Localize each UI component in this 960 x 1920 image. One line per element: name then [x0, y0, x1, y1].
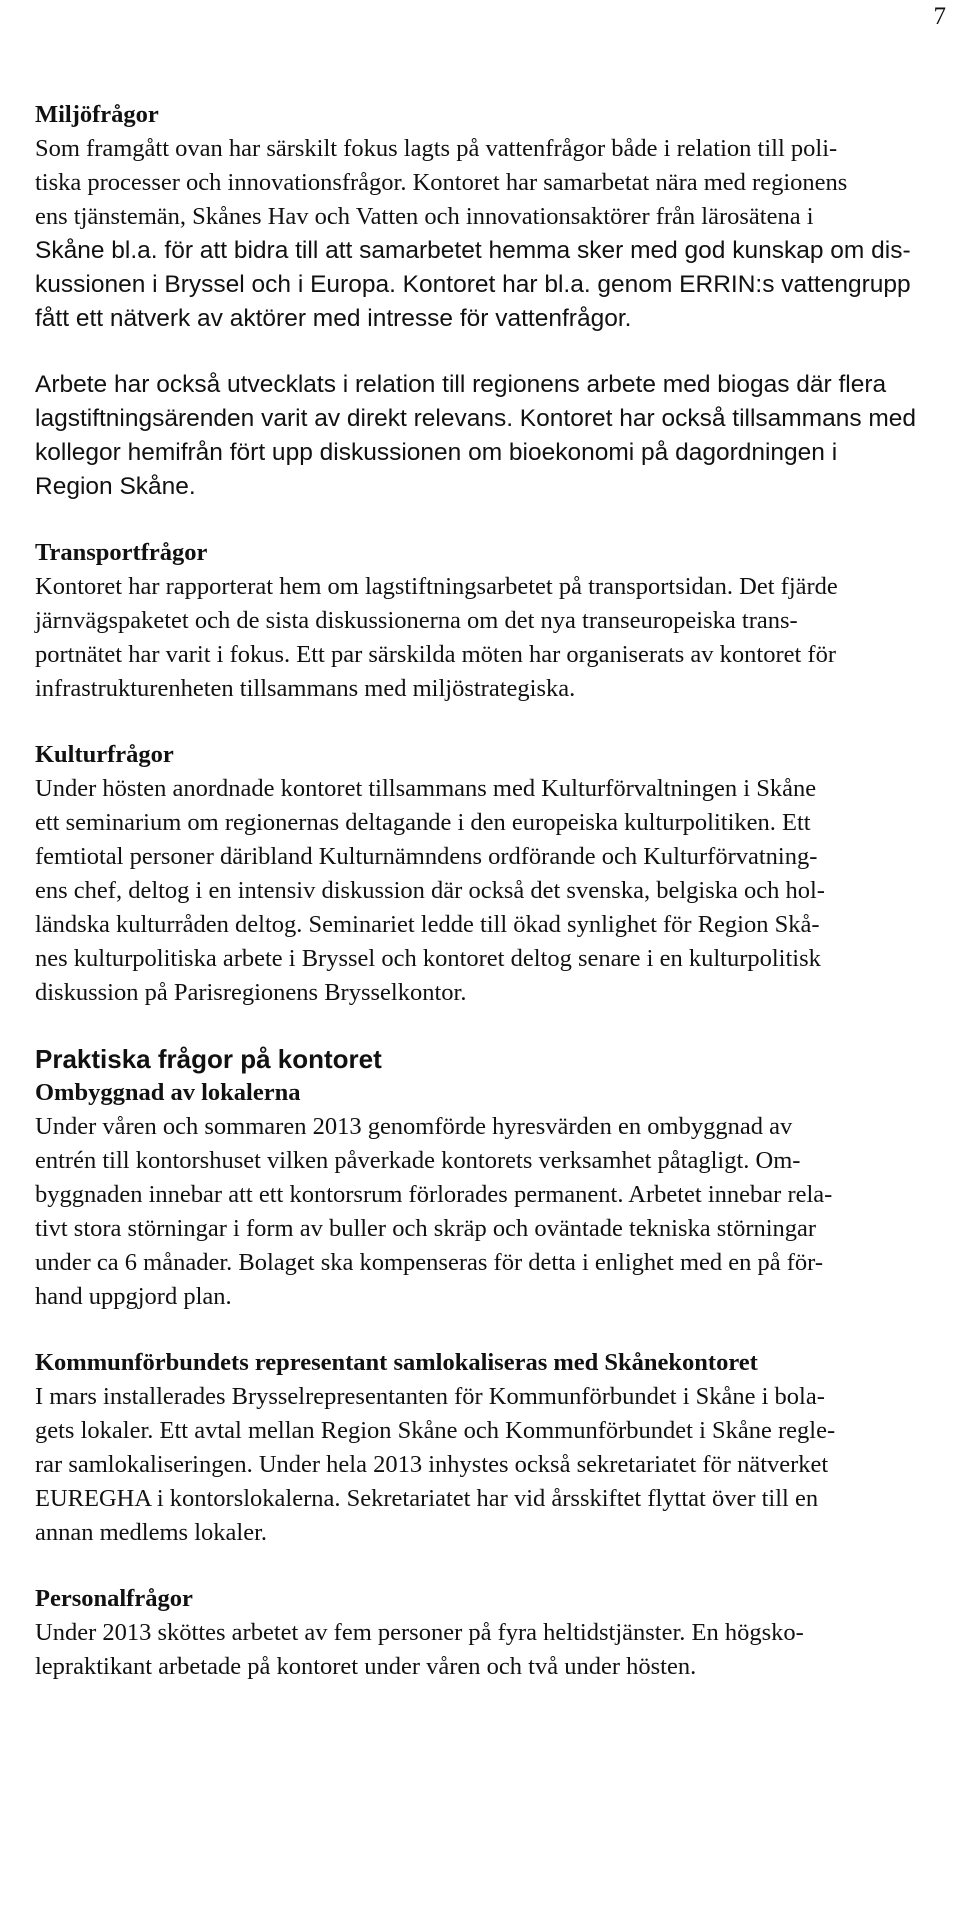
text-line: byggnaden innebar att ett kontorsrum förlorades permanent. Arbetet innebar rela- [35, 1181, 833, 1208]
document-body [35, 98, 940, 1684]
section-kommunforbundet [35, 1346, 940, 1550]
text-line: ett seminarium om regionernas deltagande i den europeiska kulturpolitiken. Ett [35, 809, 811, 836]
text-line: ländska kulturråden deltog. Seminariet ledde till ökad synlighet för Region Skå- [35, 911, 820, 938]
section-kulturfragor [35, 738, 940, 1010]
paragraph-gap [35, 336, 940, 368]
text-line: nes kulturpolitiska arbete i Bryssel och kontoret deltog senare i en kulturpolitisk [35, 945, 821, 972]
text-line: Arbete har också utvecklats i relation till regionens arbete med biogas där flera [35, 371, 887, 398]
text-line: entrén till kontorshuset vilken påverkade kontorets verksamhet påtagligt. Om- [35, 1147, 801, 1174]
section-miljofragor [35, 98, 940, 504]
text-line: femtiotal personer däribland Kulturnämndens ordförande och Kulturförvatning- [35, 843, 818, 870]
text-line: diskussion på Parisregionens Brysselkontor. [35, 979, 467, 1006]
text-line: under ca 6 månader. Bolaget ska kompenseras för detta i enlighet med en på för- [35, 1249, 823, 1276]
text-line: järnvägspaketet och de sista diskussionerna om det nya transeuropeiska trans- [35, 607, 798, 634]
section-transportfragor [35, 536, 940, 706]
text-line: I mars installerades Brysselrepresentanten för Kommunförbundet i Skåne i bola- [35, 1383, 825, 1410]
text-line: Region Skåne. [35, 473, 196, 500]
text-line: annan medlems lokaler. [35, 1519, 267, 1546]
text-line: portnätet har varit i fokus. Ett par särskilda möten har organiserats av kontoret för [35, 641, 836, 668]
text-line: Kontoret har rapporterat hem om lagstiftningsarbetet på transportsidan. Det fjärde [35, 573, 838, 600]
text-line: ens chef, deltog i en intensiv diskussion där också det svenska, belgiska och hol- [35, 877, 825, 904]
text-line: kollegor hemifrån fört upp diskussionen om bioekonomi på dagordningen i [35, 439, 838, 466]
paragraph-miljo-1 [35, 132, 940, 336]
section-gap [35, 504, 940, 536]
section-gap [35, 706, 940, 738]
text-line: Under hösten anordnade kontoret tillsammans med Kulturförvaltningen i Skåne [35, 775, 817, 802]
text-line: lagstiftningsärenden varit av direkt relevans. Kontoret har också tillsammans med [35, 405, 917, 432]
sub-heading-ombyggnad: Ombyggnad av lokalerna [35, 1079, 301, 1106]
text-line: lepraktikant arbetade på kontoret under våren och två under hösten. [35, 1653, 697, 1680]
page-number: 7 [933, 3, 946, 30]
paragraph-miljo-2 [35, 368, 940, 504]
text-line: gets lokaler. Ett avtal mellan Region Skåne och Kommunförbundet i Skåne regle- [35, 1417, 836, 1444]
section-heading-miljofragor: Miljöfrågor [35, 101, 159, 128]
text-line: ens tjänstemän, Skånes Hav och Vatten och innovationsaktörer från lärosätena i [35, 203, 814, 230]
major-heading-praktiska-fragor: Praktiska frågor på kontoret [35, 1044, 382, 1074]
text-line: Som framgått ovan har särskilt fokus lagts på vattenfrågor både i relation till poli- [35, 135, 838, 162]
text-line: infrastrukturenheten tillsammans med miljöstrategiska. [35, 675, 576, 702]
section-praktiska-fragor [35, 1042, 940, 1314]
text-line: Skåne bl.a. för att bidra till att samarbetet hemma sker med god kunskap om dis- [35, 237, 911, 264]
section-gap [35, 1010, 940, 1042]
text-line: kussionen i Bryssel och i Europa. Kontoret har bl.a. genom ERRIN:s vattengrupp [35, 271, 911, 298]
text-line: Under våren och sommaren 2013 genomförde hyresvärden en ombyggnad av [35, 1113, 793, 1140]
sub-heading-personalfragor: Personalfrågor [35, 1585, 193, 1612]
text-line: hand uppgjord plan. [35, 1283, 232, 1310]
text-line: rar samlokaliseringen. Under hela 2013 inhystes också sekretariatet för nätverket [35, 1451, 829, 1478]
section-heading-kulturfragor: Kulturfrågor [35, 741, 174, 768]
text-line: Under 2013 sköttes arbetet av fem personer på fyra heltidstjänster. En högsko- [35, 1619, 804, 1646]
text-line: tiska processer och innovationsfrågor. Kontoret har samarbetat nära med regionens [35, 169, 848, 196]
text-line: fått ett nätverk av aktörer med intresse för vattenfrågor. [35, 305, 632, 332]
section-gap [35, 1550, 940, 1582]
section-heading-transportfragor: Transportfrågor [35, 539, 208, 566]
text-line: tivt stora störningar i form av buller och skräp och oväntade tekniska störningar [35, 1215, 817, 1242]
section-personalfragor [35, 1582, 940, 1684]
sub-heading-kommunforbundet: Kommunförbundets representant samlokaliseras med Skånekontoret [35, 1349, 758, 1376]
text-line: EUREGHA i kontorslokalerna. Sekretariatet har vid årsskiftet flyttat över till en [35, 1485, 819, 1512]
section-gap [35, 1314, 940, 1346]
